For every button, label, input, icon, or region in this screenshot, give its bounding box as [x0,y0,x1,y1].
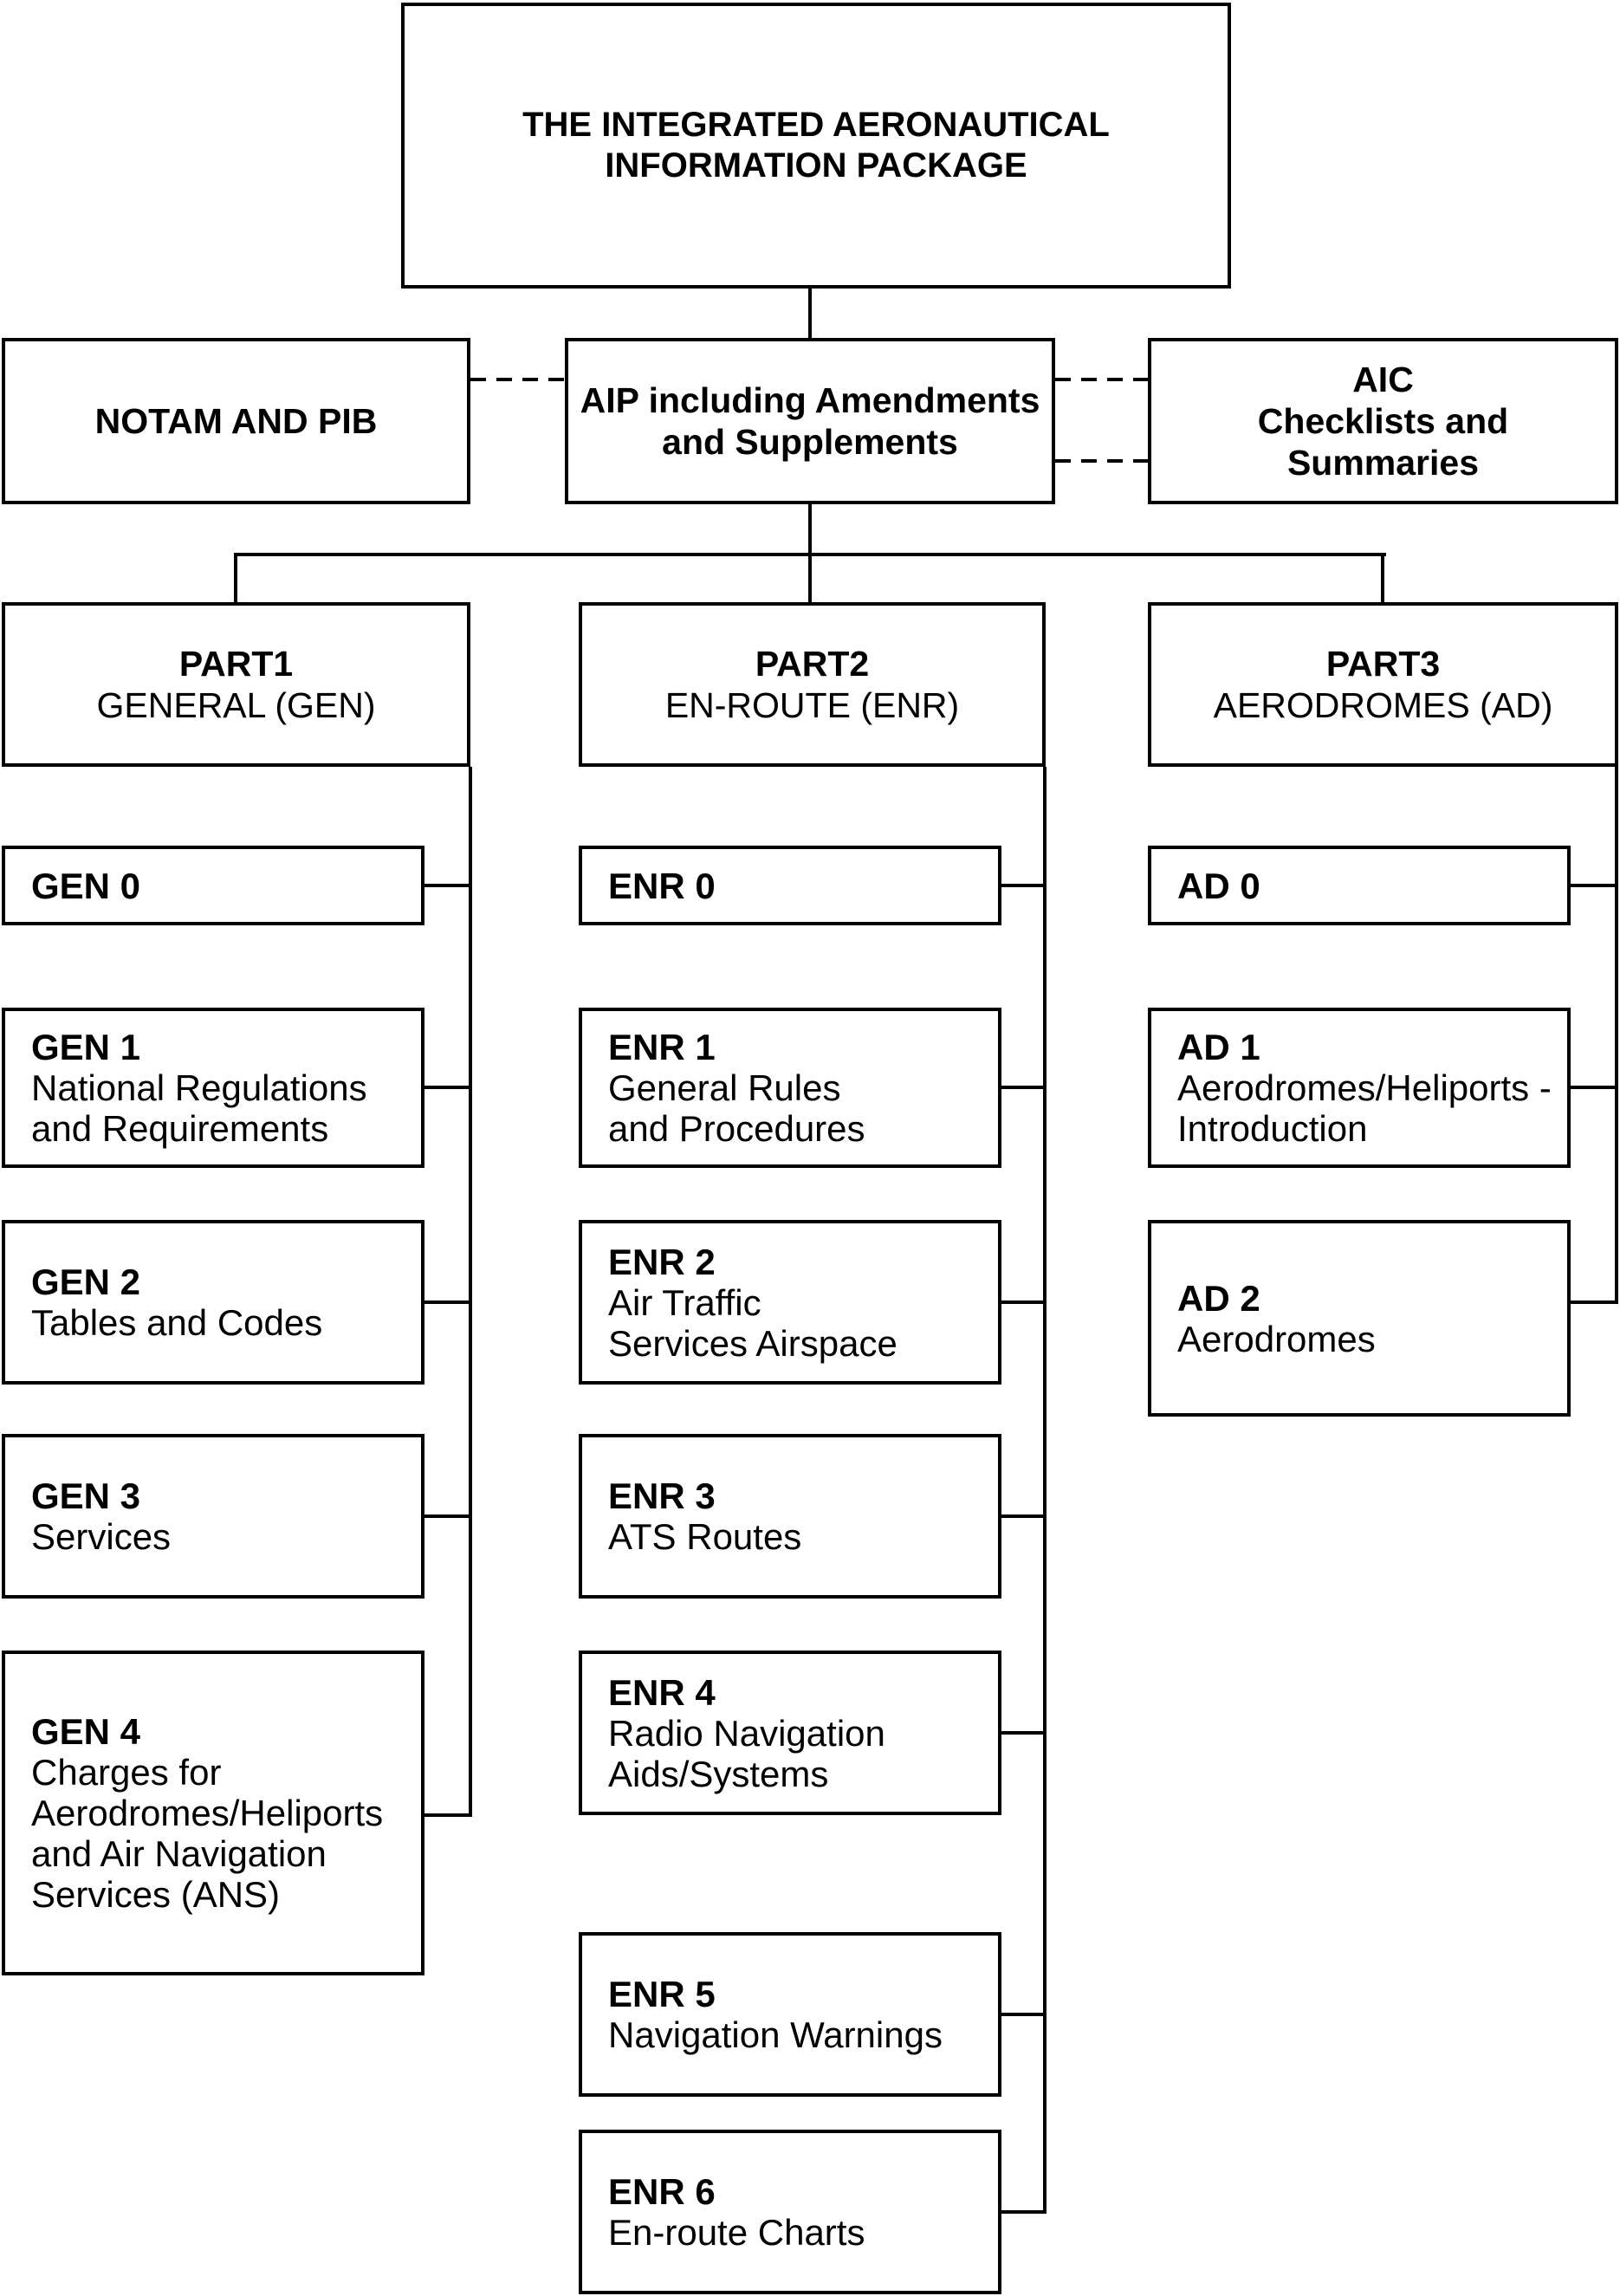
gen-spine [469,767,472,1817]
aip-label: AIP including Amendments and Supplements [580,380,1040,462]
enr-6-desc: En-route Charts [608,2212,865,2253]
part3-name: AERODROMES (AD) [1213,685,1553,725]
enr-5-desc: Navigation Warnings [608,2014,943,2055]
part1-name: GENERAL (GEN) [96,685,376,725]
part2-name: EN-ROUTE (ENR) [664,685,960,725]
dashed-notam-aip [470,378,565,381]
enr-3-code: ENR 3 [608,1476,716,1516]
ad-2-desc: Aerodromes [1177,1318,1376,1359]
title-box [401,3,1231,289]
stub-enr-2 [1000,1300,1047,1304]
enr-2-desc: Air Traffic Services Airspace [608,1281,897,1364]
notam-label: NOTAM AND PIB [94,401,378,441]
gen-0-box [2,846,424,925]
enr-2-box [579,1220,1001,1385]
ad-2-box [1148,1220,1571,1417]
enr-0-code: ENR 0 [608,865,716,906]
ad-1-desc: Aerodromes/Heliports - Introduction [1177,1067,1552,1149]
stub-enr-4 [1000,1731,1047,1735]
enr-5-box [579,1932,1001,2097]
enr-1-box [579,1008,1001,1168]
enr-3-desc: ATS Routes [608,1516,802,1557]
stub-gen-1 [423,1086,472,1089]
enr-spine [1043,767,1047,2214]
connector-title-to-aip [808,286,812,341]
aic-label: AIC Checklists and Summaries [1257,360,1509,483]
drop-to-part1 [234,553,237,606]
stub-enr-3 [1000,1514,1047,1518]
enr-5-code: ENR 5 [608,1974,716,2014]
gen-4-box [2,1651,424,1975]
stub-enr-5 [1000,2013,1047,2016]
gen-3-box [2,1434,424,1599]
enr-6-code: ENR 6 [608,2171,716,2212]
dashed-aip-aic-lower [1055,459,1148,463]
stub-enr-0 [1000,884,1047,887]
gen-3-desc: Services [31,1516,172,1557]
part2-code: PART2 [755,644,870,684]
enr-0-box [579,846,1001,925]
aip-box [565,338,1055,504]
ad-2-code: AD 2 [1177,1277,1260,1319]
stub-ad-0 [1569,884,1618,887]
part3-box [1148,602,1618,767]
enr-1-code: ENR 1 [608,1027,716,1067]
enr-2-code: ENR 2 [608,1241,716,1282]
stub-gen-4 [423,1813,472,1817]
gen-0-code: GEN 0 [31,865,141,906]
stub-enr-6 [1000,2210,1047,2214]
drop-to-part3 [1381,553,1384,606]
gen-4-code: GEN 4 [31,1711,141,1752]
stub-ad-2 [1569,1300,1618,1304]
part2-box [579,602,1046,767]
enr-6-box [579,2130,1001,2294]
stub-ad-1 [1569,1086,1618,1089]
ad-0-box [1148,846,1571,925]
part1-box [2,602,470,767]
stub-gen-2 [423,1300,472,1304]
gen-1-box [2,1008,424,1168]
enr-4-box [579,1651,1001,1815]
gen-3-code: GEN 3 [31,1476,141,1516]
dashed-aip-aic-upper [1055,378,1148,381]
enr-3-box [579,1434,1001,1599]
connector-aip-to-bus [808,503,812,556]
ad-1-code: AD 1 [1177,1027,1260,1067]
ad-spine [1615,767,1618,1304]
stub-gen-0 [423,884,472,887]
gen-4-desc: Charges for Aerodromes/Heliports and Air Navigation Services (ANS) [31,1752,384,1915]
aic-box [1148,338,1618,504]
part3-code: PART3 [1325,644,1441,684]
diagram-title: THE INTEGRATED AERONAUTICAL INFORMATION PACKAGE [522,106,1110,185]
gen-1-desc: National Regulations and Requirements [31,1067,367,1149]
gen-1-code: GEN 1 [31,1027,141,1067]
enr-4-code: ENR 4 [608,1671,716,1713]
gen-2-code: GEN 2 [31,1262,141,1302]
notam-box [2,338,470,504]
ad-1-box [1148,1008,1571,1168]
drop-to-part2 [808,553,812,606]
stub-gen-3 [423,1514,472,1518]
gen-2-box [2,1220,424,1385]
part1-code: PART1 [178,644,294,684]
enr-1-desc: General Rules and Procedures [608,1067,865,1149]
ad-0-code: AD 0 [1177,865,1260,906]
stub-enr-1 [1000,1086,1047,1089]
gen-2-desc: Tables and Codes [31,1302,323,1343]
enr-4-desc: Radio Navigation Aids/Systems [608,1712,885,1794]
